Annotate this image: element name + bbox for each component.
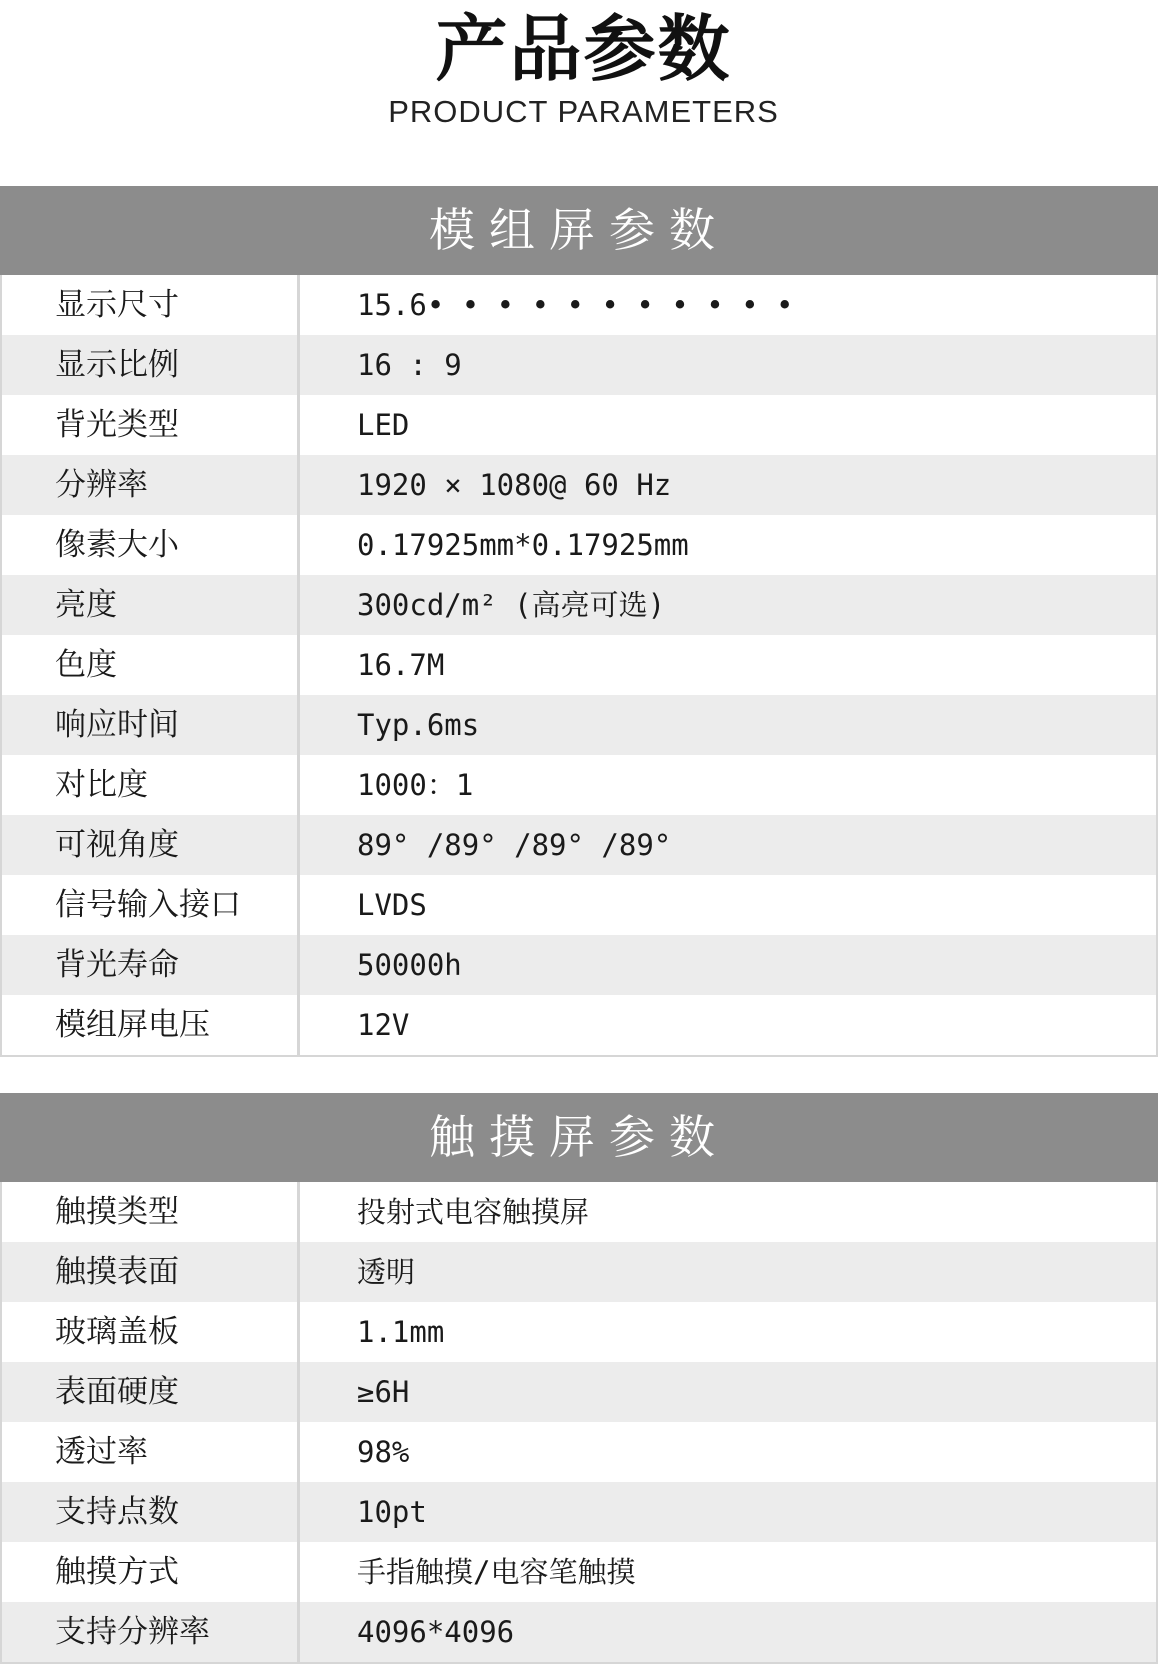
spec-value: Typ.6ms	[357, 708, 480, 742]
spec-value: 1000：1	[357, 768, 474, 802]
page-header	[0, 0, 1167, 180]
table-row	[2, 455, 1156, 515]
spec-value: 15.6• • • • • • • • • • •	[357, 288, 794, 322]
spec-label: 触摸方式	[2, 1542, 300, 1602]
spec-label: 背光类型	[2, 395, 300, 455]
section-header: 触摸屏参数	[0, 1093, 1158, 1182]
page-subtitle: PRODUCT PARAMETERS	[388, 94, 779, 129]
table-row	[2, 275, 1156, 335]
spec-value: 16.7M	[357, 648, 445, 682]
spec-label: 玻璃盖板	[2, 1302, 300, 1362]
spec-label: 支持点数	[2, 1482, 300, 1542]
table-row	[2, 635, 1156, 695]
spec-value: 手指触摸/电容笔触摸	[357, 1555, 636, 1589]
module-screen-params-section	[0, 186, 1158, 1057]
spec-value: LVDS	[357, 888, 427, 922]
section-header: 模组屏参数	[0, 186, 1158, 275]
spec-value: 98%	[357, 1435, 410, 1469]
spec-value: 4096*4096	[357, 1615, 515, 1649]
table-row	[2, 575, 1156, 635]
spec-label: 显示尺寸	[2, 275, 300, 335]
spec-label: 信号输入接口	[2, 875, 300, 935]
spec-label: 像素大小	[2, 515, 300, 575]
spec-label: 亮度	[2, 575, 300, 635]
spec-label: 支持分辨率	[2, 1602, 300, 1662]
table-row	[2, 995, 1156, 1055]
spec-value: 1.1mm	[357, 1315, 445, 1349]
table-row	[2, 1302, 1156, 1362]
spec-value: 投射式电容触摸屏	[357, 1195, 590, 1229]
table-row	[2, 935, 1156, 995]
table-row	[2, 335, 1156, 395]
table-row	[2, 1542, 1156, 1602]
spec-label: 透过率	[2, 1422, 300, 1482]
spec-value: 0.17925mm*0.17925mm	[357, 528, 689, 562]
spec-value: LED	[357, 408, 410, 442]
spec-value: 16 : 9	[357, 348, 462, 382]
table-row	[2, 875, 1156, 935]
table-row	[2, 695, 1156, 755]
spec-label: 表面硬度	[2, 1362, 300, 1422]
table-row	[2, 1182, 1156, 1242]
touch-screen-params-section	[0, 1093, 1158, 1664]
table-row	[2, 755, 1156, 815]
spec-label: 触摸类型	[2, 1182, 300, 1242]
spec-value: 89° /89° /89° /89°	[357, 828, 672, 862]
spec-label: 色度	[2, 635, 300, 695]
table-row	[2, 815, 1156, 875]
spec-value: 300cd/m² (高亮可选)	[357, 588, 666, 622]
table-row	[2, 1362, 1156, 1422]
spec-value: 12V	[357, 1008, 410, 1042]
spec-value: 10pt	[357, 1495, 427, 1529]
page-title: 产品参数	[435, 7, 732, 91]
spec-value: 透明	[357, 1255, 416, 1289]
spec-value: 50000h	[357, 948, 462, 982]
spec-label: 可视角度	[2, 815, 300, 875]
table-row	[2, 1482, 1156, 1542]
table-row	[2, 395, 1156, 455]
spec-table	[0, 1182, 1158, 1664]
table-row	[2, 515, 1156, 575]
spec-label: 模组屏电压	[2, 995, 300, 1055]
spec-value: 1920 × 1080@ 60 Hz	[357, 468, 672, 502]
spec-label: 对比度	[2, 755, 300, 815]
spec-table	[0, 275, 1158, 1057]
spec-label: 触摸表面	[2, 1242, 300, 1302]
table-row	[2, 1422, 1156, 1482]
spec-label: 分辨率	[2, 455, 300, 515]
spec-value: ≥6H	[357, 1375, 410, 1409]
table-row	[2, 1242, 1156, 1302]
spec-label: 显示比例	[2, 335, 300, 395]
spec-label: 背光寿命	[2, 935, 300, 995]
table-row	[2, 1602, 1156, 1662]
spec-label: 响应时间	[2, 695, 300, 755]
